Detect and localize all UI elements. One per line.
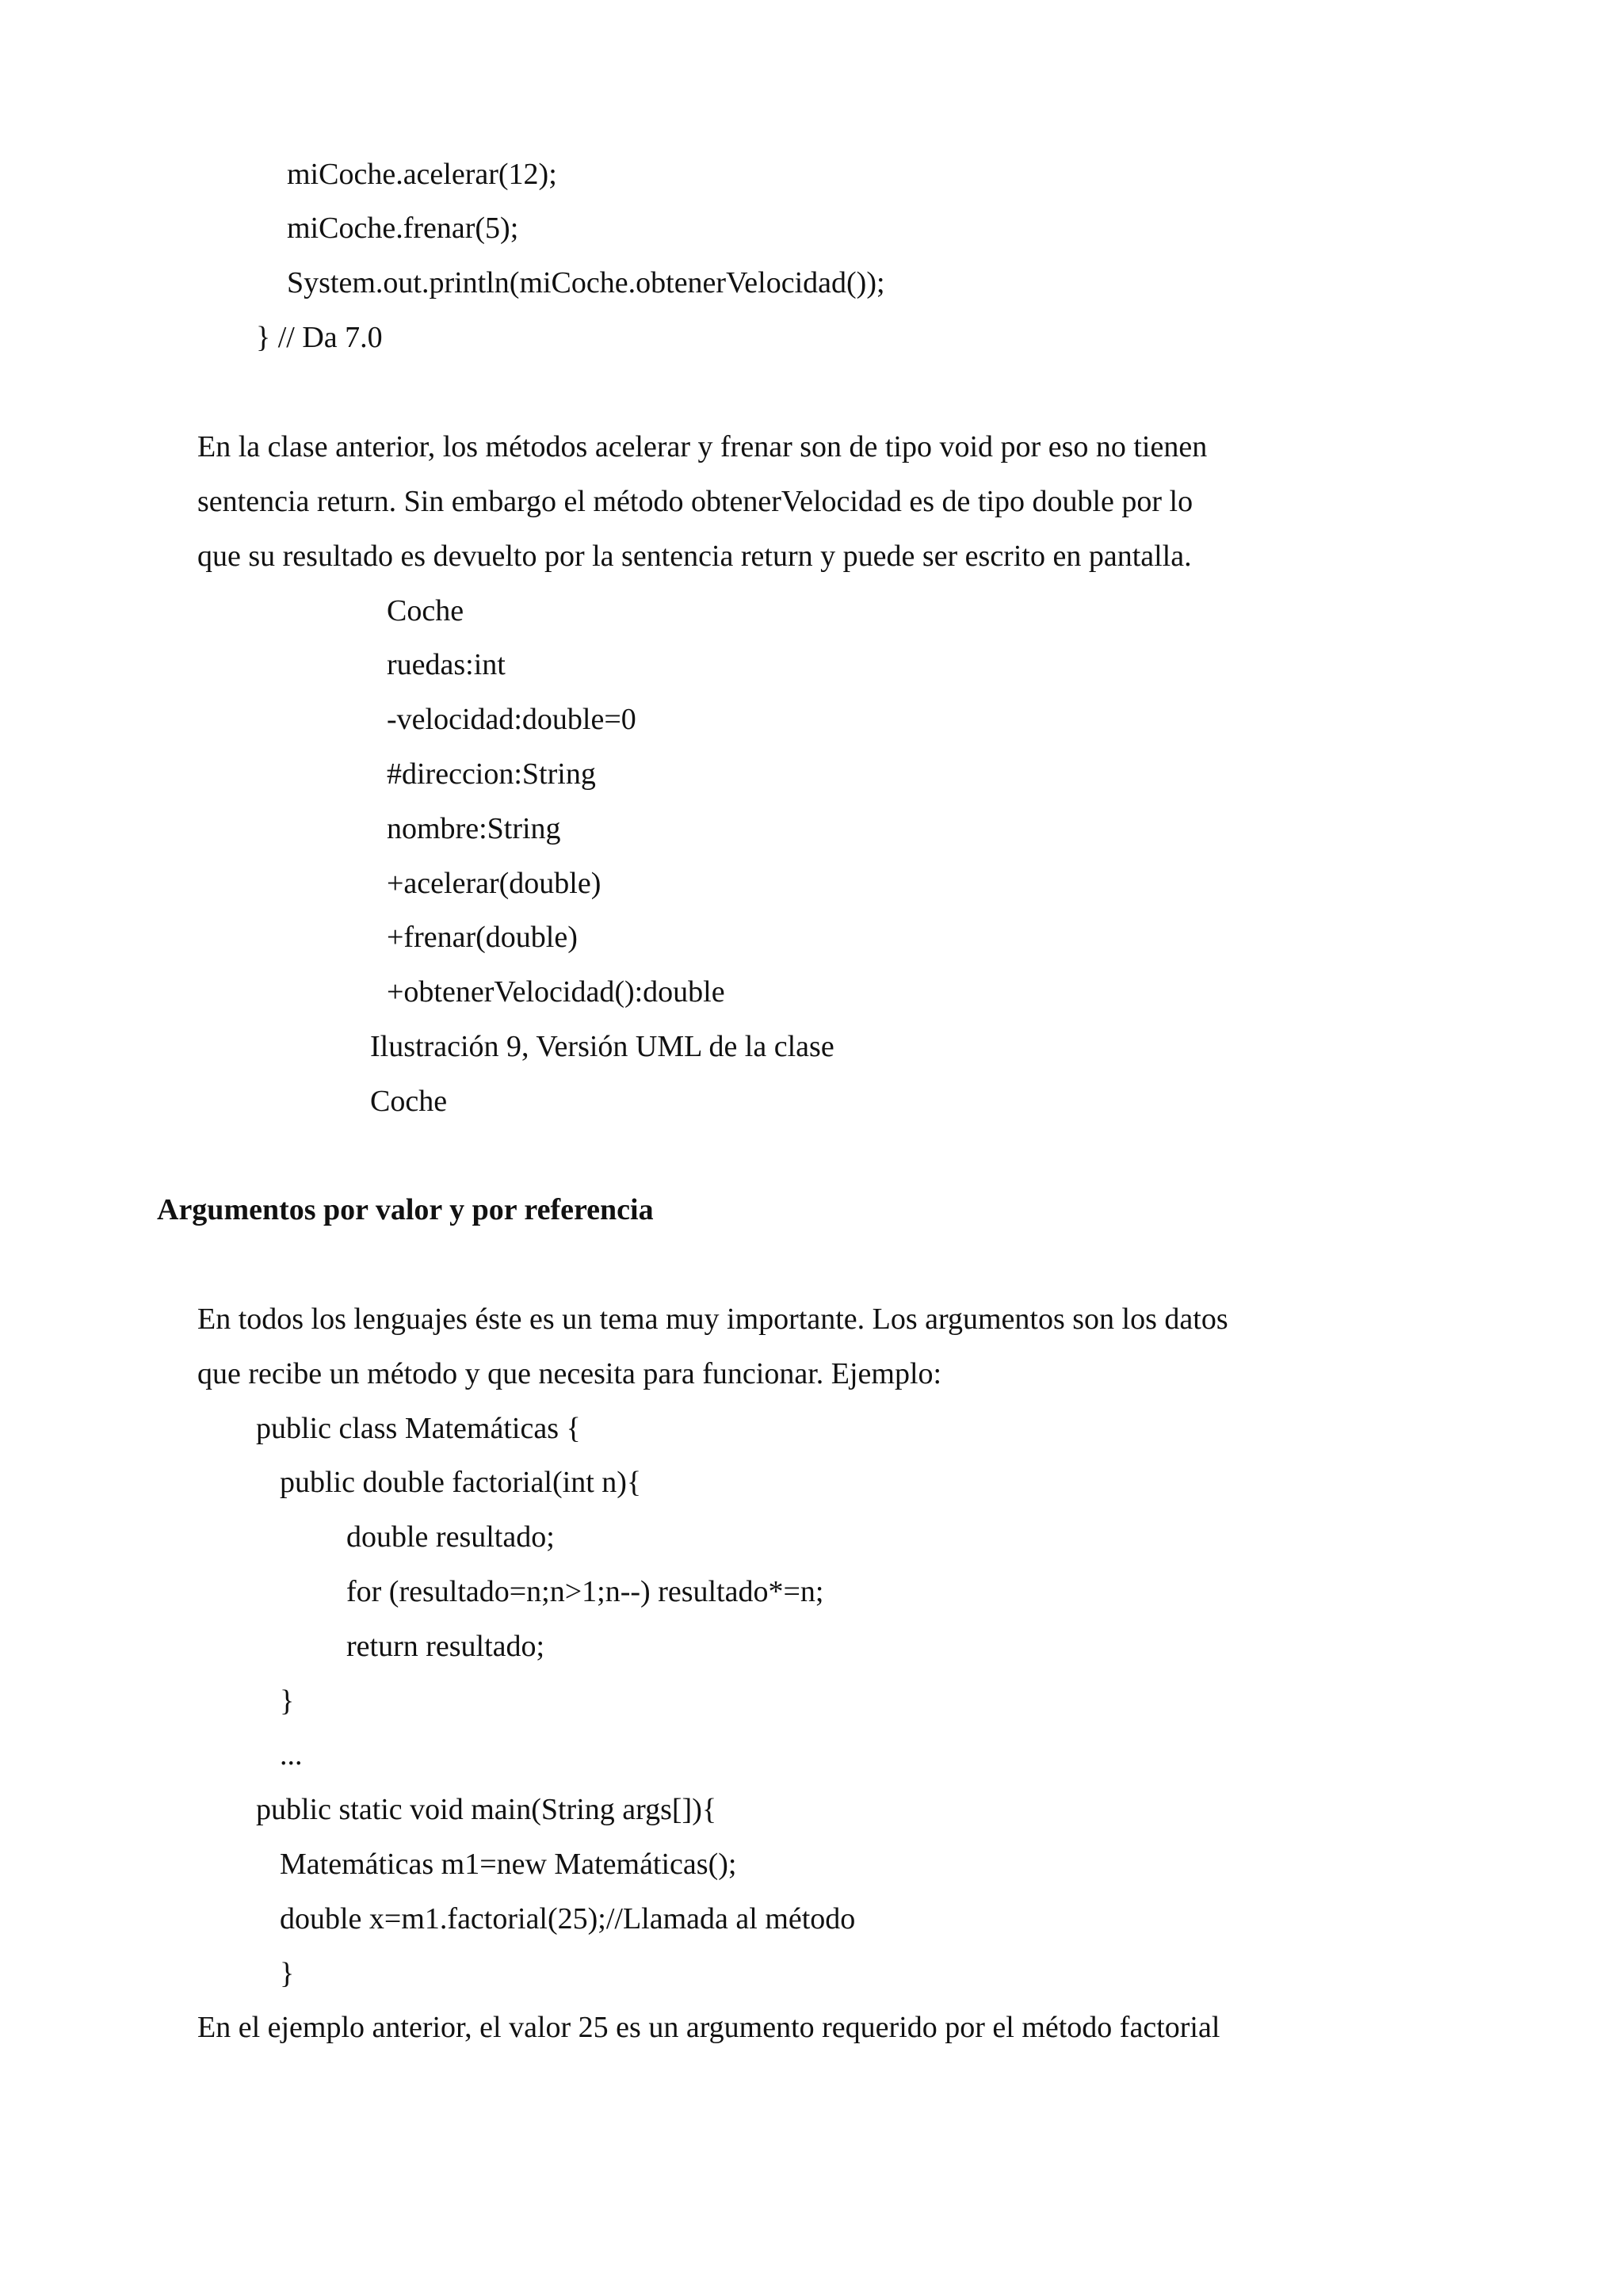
paragraph-line: que recibe un método y que necesita para funcionar. Ejemplo:: [197, 1357, 942, 1390]
paragraph-line: En todos los lenguajes éste es un tema muy importante. Los argumentos son los datos: [197, 1302, 1228, 1336]
code-line: return resultado;: [346, 1630, 545, 1663]
uml-method: +acelerar(double): [387, 867, 601, 900]
uml-method: +frenar(double): [387, 921, 578, 954]
code-line: public double factorial(int n){: [280, 1466, 642, 1499]
code-line: System.out.println(miCoche.obtenerVelocidad());: [287, 266, 885, 299]
figure-caption: Ilustración 9, Versión UML de la clase: [370, 1030, 834, 1063]
paragraph-line: En el ejemplo anterior, el valor 25 es un argumento requerido por el método factorial: [197, 2011, 1220, 2044]
uml-attribute: ruedas:int: [387, 648, 506, 681]
code-line: }: [280, 1957, 295, 1990]
code-line: for (resultado=n;n>1;n--) resultado*=n;: [346, 1575, 824, 1608]
uml-attribute: nombre:String: [387, 812, 561, 845]
code-line: miCoche.frenar(5);: [287, 212, 519, 245]
code-line: public class Matemáticas {: [256, 1412, 581, 1445]
code-line: }: [280, 1684, 295, 1718]
section-heading: Argumentos por valor y por referencia: [157, 1193, 654, 1226]
code-line: miCoche.acelerar(12);: [287, 158, 557, 191]
code-line: } // Da 7.0: [256, 321, 383, 354]
figure-caption: Coche: [370, 1085, 448, 1118]
uml-attribute: -velocidad:double=0: [387, 703, 636, 736]
code-line: double resultado;: [346, 1520, 555, 1554]
paragraph-line: que su resultado es devuelto por la sentencia return y puede ser escrito en pantalla.: [197, 540, 1192, 573]
uml-method: +obtenerVelocidad():double: [387, 975, 725, 1009]
code-line: Matemáticas m1=new Matemáticas();: [280, 1848, 737, 1881]
uml-class-name: Coche: [387, 594, 464, 627]
code-line: public static void main(String args[]){: [256, 1793, 717, 1826]
uml-attribute: #direccion:String: [387, 757, 596, 791]
code-line: double x=m1.factorial(25);//Llamada al método: [280, 1902, 856, 1936]
code-line: ...: [280, 1738, 303, 1772]
paragraph-line: En la clase anterior, los métodos acelerar y frenar son de tipo void por eso no tienen: [197, 430, 1208, 463]
paragraph-line: sentencia return. Sin embargo el método obtenerVelocidad es de tipo double por lo: [197, 485, 1193, 518]
